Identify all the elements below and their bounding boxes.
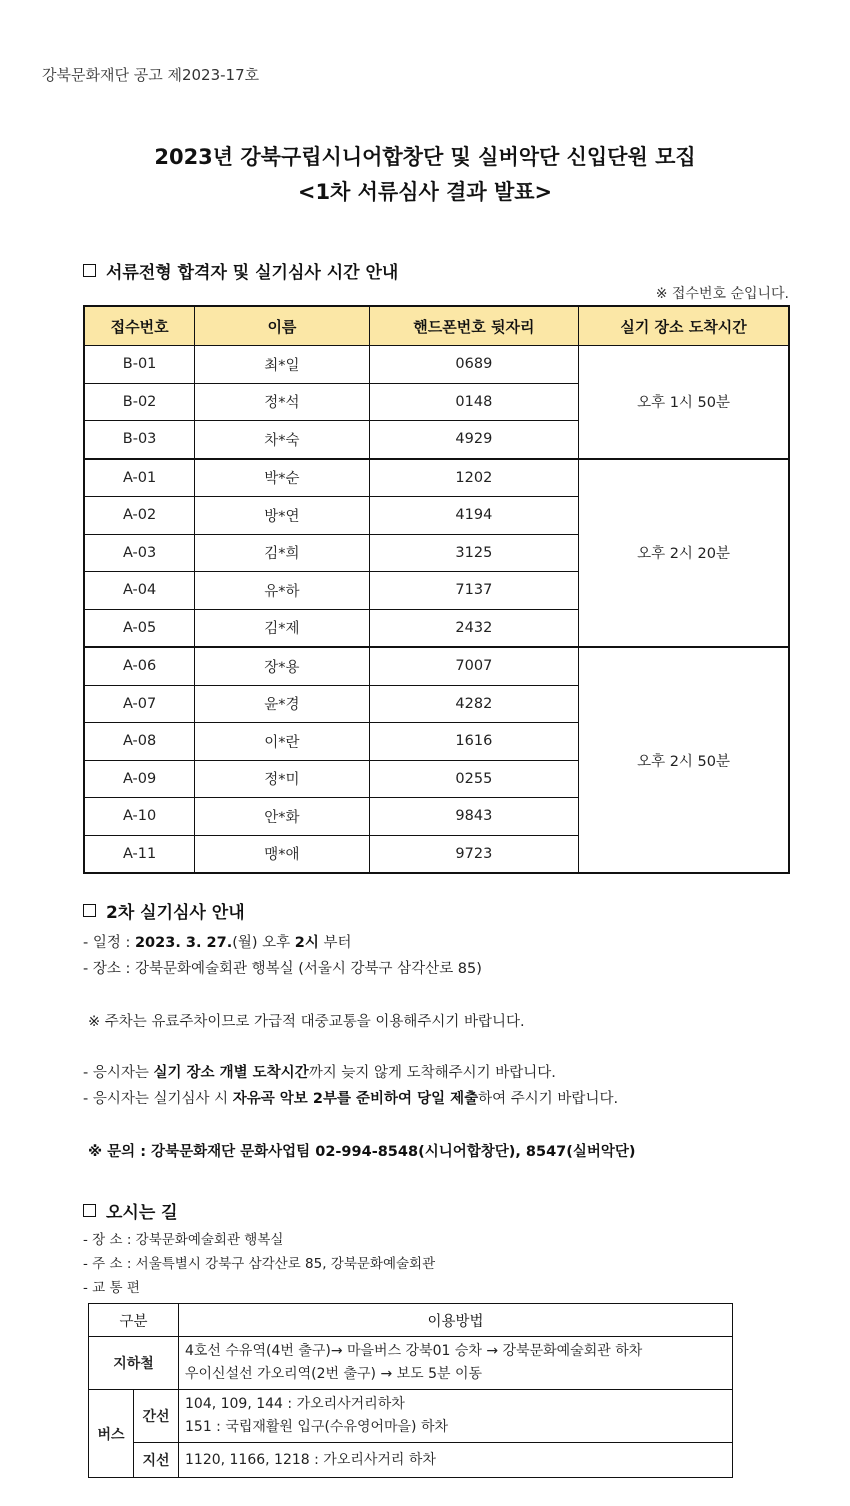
cell-name: 정*미	[195, 760, 369, 798]
table-row	[84, 346, 789, 384]
venue-line: - 장 소 : 강북문화예술회관 행복실	[83, 1232, 284, 1248]
cell-phone: 9843	[369, 798, 578, 836]
score-suffix: 하여 주시기 바랍니다.	[478, 1091, 619, 1107]
parking-note: ※ 주차는 유료주차이므로 가급적 대중교통을 이용해주시기 바랍니다.	[88, 1014, 525, 1030]
branch-line-1: 1120, 1166, 1218 : 가오리사거리 하차	[185, 1451, 436, 1468]
cell-name: 차*숙	[195, 421, 369, 459]
score-line	[83, 1087, 618, 1108]
cell-name: 박*순	[195, 459, 369, 497]
trunk-bus-label: 간선	[134, 1390, 179, 1443]
cell-name: 유*하	[195, 572, 369, 610]
checkbox-square-icon	[83, 904, 96, 917]
results-table	[83, 305, 790, 874]
cell-name: 최*일	[195, 346, 369, 384]
cell-arrival-time: 오후 2시 50분	[579, 647, 789, 873]
bus-label: 버스	[89, 1390, 134, 1478]
section2-heading	[83, 898, 245, 923]
notice-number: 강북문화재단 공고 제2023-17호	[42, 66, 260, 84]
branch-bus-row	[89, 1443, 733, 1478]
cell-receipt-no: B-01	[84, 346, 195, 384]
section1-heading	[83, 258, 398, 283]
cell-receipt-no: A-07	[84, 685, 195, 723]
schedule-suffix: 부터	[318, 935, 352, 951]
cell-arrival-time: 오후 1시 50분	[579, 346, 789, 459]
cell-phone: 7137	[369, 572, 578, 610]
cell-name: 윤*경	[195, 685, 369, 723]
section3-heading	[83, 1198, 178, 1223]
address-line: - 주 소 : 서울특별시 강북구 삼각산로 85, 강북문화예술회관	[83, 1256, 436, 1272]
score-bold: 자유곡 악보 2부를 준비하여 당일 제출	[232, 1091, 479, 1107]
cell-receipt-no: A-08	[84, 723, 195, 761]
schedule-hour: 2시	[294, 935, 319, 951]
header-name: 이름	[195, 306, 369, 346]
schedule-date: 2023. 3. 27.	[134, 935, 233, 951]
cell-receipt-no: A-11	[84, 835, 195, 873]
cell-receipt-no: A-03	[84, 534, 195, 572]
cell-receipt-no: A-04	[84, 572, 195, 610]
branch-bus-label: 지선	[134, 1443, 179, 1478]
cell-name: 방*연	[195, 497, 369, 535]
trunk-line-2: 151 : 국립재활원 입구(수유영어마을) 하차	[185, 1419, 449, 1435]
checkbox-square-icon	[83, 1204, 96, 1217]
header-phone: 핸드폰번호 뒷자리	[369, 306, 578, 346]
score-prefix: - 응시자는 실기심사 시	[83, 1091, 233, 1107]
cell-phone: 1616	[369, 723, 578, 761]
header-receipt-no: 접수번호	[84, 306, 195, 346]
arrival-bold: 실기 장소 개별 도착시간	[153, 1065, 309, 1081]
table-row	[84, 647, 789, 685]
cell-receipt-no: A-06	[84, 647, 195, 685]
cell-name: 정*석	[195, 383, 369, 421]
section3-heading-text: 오시는 길	[106, 1203, 178, 1223]
trunk-bus-row	[89, 1390, 733, 1443]
cell-phone: 4929	[369, 421, 578, 459]
trunk-line-1: 104, 109, 144 : 가오리사거리하차	[185, 1396, 405, 1412]
cell-phone: 2432	[369, 609, 578, 647]
cell-phone: 0689	[369, 346, 578, 384]
subway-line-2: 우이신설선 가오리역(2번 출구) → 보도 5분 이동	[185, 1366, 483, 1382]
cell-phone: 1202	[369, 459, 578, 497]
cell-arrival-time: 오후 2시 20분	[579, 459, 789, 648]
arrival-suffix: 까지 늦지 않게 도착해주시기 바랍니다.	[308, 1065, 556, 1081]
table-row	[84, 459, 789, 497]
cell-receipt-no: B-03	[84, 421, 195, 459]
cell-receipt-no: A-02	[84, 497, 195, 535]
arrival-prefix: - 응시자는	[83, 1065, 154, 1081]
schedule-line	[83, 931, 352, 952]
schedule-day: (월) 오후	[232, 935, 295, 951]
cell-receipt-no: A-05	[84, 609, 195, 647]
cell-name: 안*화	[195, 798, 369, 836]
arrival-line	[83, 1061, 556, 1082]
cell-name: 김*희	[195, 534, 369, 572]
directions-header-row	[89, 1304, 733, 1337]
cell-phone: 4282	[369, 685, 578, 723]
directions-header-type: 구분	[89, 1304, 179, 1337]
place-line: - 장소 : 강북문화예술회관 행복실 (서울시 강북구 삼각산로 85)	[83, 961, 482, 977]
directions-table	[88, 1303, 733, 1478]
cell-receipt-no: A-09	[84, 760, 195, 798]
cell-phone: 0255	[369, 760, 578, 798]
cell-phone: 0148	[369, 383, 578, 421]
section1-heading-text: 서류전형 합격자 및 실기심사 시간 안내	[106, 263, 399, 283]
transport-label: - 교 통 편	[83, 1280, 140, 1296]
subway-line-1: 4호선 수유역(4번 출구)→ 마을버스 강북01 승차 → 강북문화예술회관 하차	[185, 1343, 643, 1359]
cell-receipt-no: B-02	[84, 383, 195, 421]
trunk-bus-info	[179, 1390, 733, 1443]
subway-row	[89, 1337, 733, 1390]
subway-info	[179, 1337, 733, 1390]
directions-header-method: 이용방법	[179, 1304, 733, 1337]
cell-phone: 3125	[369, 534, 578, 572]
header-arrival-time: 실기 장소 도착시간	[579, 306, 789, 346]
order-note: ※ 접수번호 순입니다.	[655, 286, 789, 302]
page-subtitle: <1차 서류심사 결과 발표>	[297, 180, 553, 204]
section2-heading-text: 2차 실기심사 안내	[106, 903, 245, 923]
cell-phone: 9723	[369, 835, 578, 873]
cell-receipt-no: A-01	[84, 459, 195, 497]
cell-phone: 4194	[369, 497, 578, 535]
cell-receipt-no: A-10	[84, 798, 195, 836]
checkbox-square-icon	[83, 264, 96, 277]
cell-name: 김*제	[195, 609, 369, 647]
cell-phone: 7007	[369, 647, 578, 685]
page-title: 2023년 강북구립시니어합창단 및 실버악단 신입단원 모집	[154, 145, 696, 169]
results-header-row	[84, 306, 789, 346]
contact-line: ※ 문의 : 강북문화재단 문화사업팀 02-994-8548(시니어합창단), 8547(실버악단)	[88, 1144, 636, 1160]
branch-bus-info	[179, 1443, 733, 1478]
cell-name: 장*용	[195, 647, 369, 685]
cell-name: 이*란	[195, 723, 369, 761]
schedule-prefix: - 일정 :	[83, 935, 135, 951]
subway-label: 지하철	[89, 1337, 179, 1390]
cell-name: 맹*애	[195, 835, 369, 873]
